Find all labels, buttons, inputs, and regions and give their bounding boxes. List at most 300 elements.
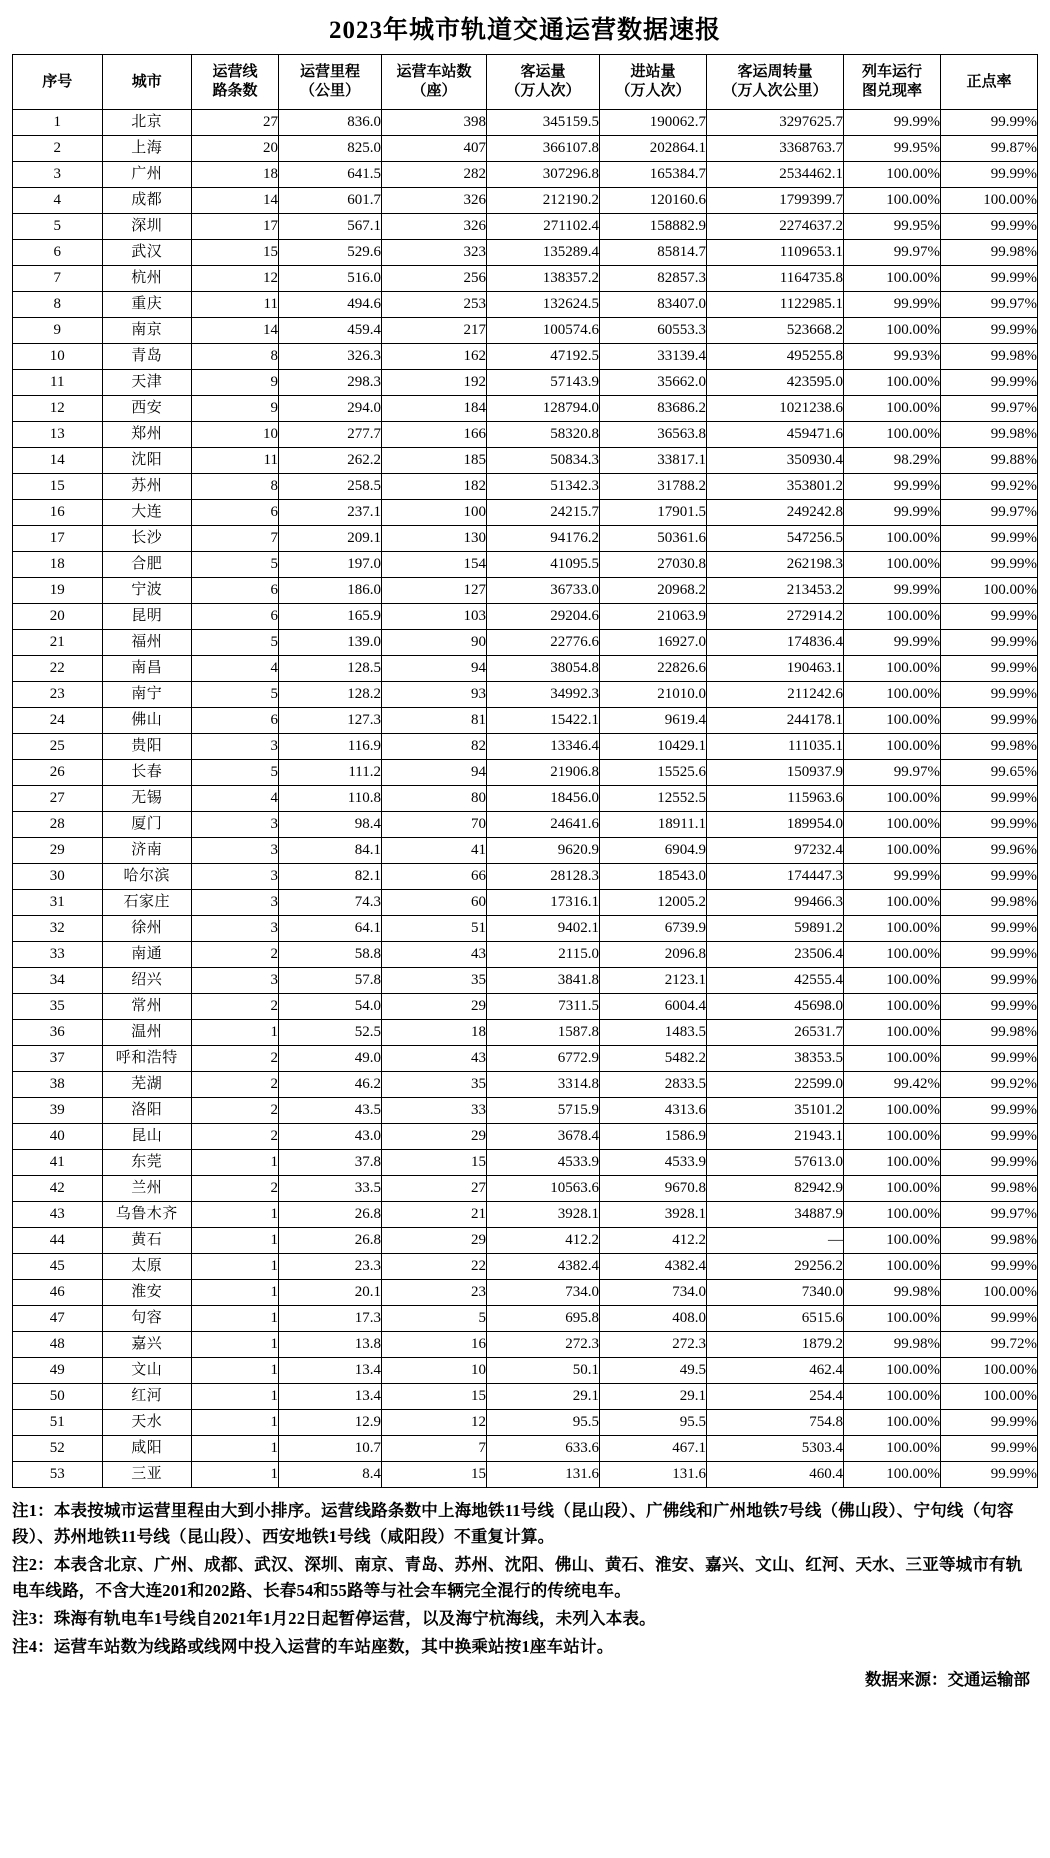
- cell-stations: 18: [382, 1020, 487, 1046]
- cell-entry-volume: 36563.8: [600, 422, 707, 448]
- cell-city: 南昌: [102, 656, 192, 682]
- cell-lines: 4: [192, 786, 279, 812]
- cell-punctuality: 99.99%: [941, 942, 1038, 968]
- table-row: [13, 1228, 1038, 1254]
- cell-length: 111.2: [279, 760, 382, 786]
- cell-index: 49: [13, 1358, 103, 1384]
- cell-city: 天津: [102, 370, 192, 396]
- cell-schedule-fulfillment: 99.99%: [844, 474, 941, 500]
- cell-entry-volume: 6904.9: [600, 838, 707, 864]
- cell-passenger-turnover: 1122985.1: [707, 292, 844, 318]
- table-row: [13, 214, 1038, 240]
- cell-schedule-fulfillment: 99.98%: [844, 1332, 941, 1358]
- cell-lines: 27: [192, 110, 279, 136]
- cell-passenger-turnover: 57613.0: [707, 1150, 844, 1176]
- cell-stations: 41: [382, 838, 487, 864]
- cell-punctuality: 99.99%: [941, 1410, 1038, 1436]
- cell-index: 23: [13, 682, 103, 708]
- note-3: 注3：珠海有轨电车1号线自2021年1月22日起暂停运营，以及海宁杭海线，未列入本表。: [12, 1609, 656, 1628]
- cell-schedule-fulfillment: 100.00%: [844, 1462, 941, 1488]
- cell-index: 4: [13, 188, 103, 214]
- cell-passenger-turnover: 249242.8: [707, 500, 844, 526]
- cell-schedule-fulfillment: 99.95%: [844, 136, 941, 162]
- cell-passenger-volume: 28128.3: [487, 864, 600, 890]
- cell-index: 20: [13, 604, 103, 630]
- cell-schedule-fulfillment: 100.00%: [844, 890, 941, 916]
- cell-length: 165.9: [279, 604, 382, 630]
- cell-punctuality: 99.99%: [941, 812, 1038, 838]
- cell-index: 16: [13, 500, 103, 526]
- cell-stations: 90: [382, 630, 487, 656]
- cell-index: 46: [13, 1280, 103, 1306]
- cell-passenger-turnover: 26531.7: [707, 1020, 844, 1046]
- cell-length: 298.3: [279, 370, 382, 396]
- cell-index: 27: [13, 786, 103, 812]
- cell-city: 佛山: [102, 708, 192, 734]
- cell-punctuality: 99.97%: [941, 396, 1038, 422]
- cell-index: 38: [13, 1072, 103, 1098]
- cell-city: 武汉: [102, 240, 192, 266]
- cell-length: 127.3: [279, 708, 382, 734]
- cell-city: 文山: [102, 1358, 192, 1384]
- cell-index: 33: [13, 942, 103, 968]
- cell-entry-volume: 2096.8: [600, 942, 707, 968]
- table-row: [13, 1098, 1038, 1124]
- cell-passenger-volume: 412.2: [487, 1228, 600, 1254]
- cell-passenger-turnover: 5303.4: [707, 1436, 844, 1462]
- cell-punctuality: 99.99%: [941, 968, 1038, 994]
- cell-passenger-turnover: 523668.2: [707, 318, 844, 344]
- cell-city: 淮安: [102, 1280, 192, 1306]
- cell-index: 14: [13, 448, 103, 474]
- cell-punctuality: 99.99%: [941, 162, 1038, 188]
- cell-punctuality: 99.98%: [941, 890, 1038, 916]
- cell-passenger-volume: 271102.4: [487, 214, 600, 240]
- cell-punctuality: 99.92%: [941, 474, 1038, 500]
- cell-passenger-turnover: 3368763.7: [707, 136, 844, 162]
- cell-schedule-fulfillment: 99.42%: [844, 1072, 941, 1098]
- cell-schedule-fulfillment: 99.99%: [844, 110, 941, 136]
- cell-punctuality: 99.99%: [941, 994, 1038, 1020]
- cell-punctuality: 99.99%: [941, 1124, 1038, 1150]
- cell-schedule-fulfillment: 100.00%: [844, 1358, 941, 1384]
- cell-city: 咸阳: [102, 1436, 192, 1462]
- cell-city: 长沙: [102, 526, 192, 552]
- cell-city: 芜湖: [102, 1072, 192, 1098]
- cell-passenger-volume: 29.1: [487, 1384, 600, 1410]
- cell-stations: 29: [382, 1228, 487, 1254]
- cell-punctuality: 99.99%: [941, 110, 1038, 136]
- cell-length: 12.9: [279, 1410, 382, 1436]
- cell-passenger-turnover: 23506.4: [707, 942, 844, 968]
- column-header-punctuality: 正点率: [941, 55, 1038, 110]
- cell-stations: 184: [382, 396, 487, 422]
- cell-passenger-volume: 138357.2: [487, 266, 600, 292]
- cell-punctuality: 99.98%: [941, 1020, 1038, 1046]
- cell-city: 哈尔滨: [102, 864, 192, 890]
- table-row: [13, 578, 1038, 604]
- cell-stations: 253: [382, 292, 487, 318]
- table-row: [13, 448, 1038, 474]
- cell-length: 33.5: [279, 1176, 382, 1202]
- cell-entry-volume: 18911.1: [600, 812, 707, 838]
- cell-entry-volume: 1483.5: [600, 1020, 707, 1046]
- cell-stations: 80: [382, 786, 487, 812]
- cell-index: 8: [13, 292, 103, 318]
- cell-passenger-turnover: 35101.2: [707, 1098, 844, 1124]
- cell-passenger-turnover: 495255.8: [707, 344, 844, 370]
- cell-passenger-volume: 9402.1: [487, 916, 600, 942]
- cell-schedule-fulfillment: 100.00%: [844, 1020, 941, 1046]
- cell-schedule-fulfillment: 99.98%: [844, 1280, 941, 1306]
- cell-passenger-turnover: 115963.6: [707, 786, 844, 812]
- cell-length: 262.2: [279, 448, 382, 474]
- cell-schedule-fulfillment: 100.00%: [844, 1202, 941, 1228]
- cell-punctuality: 99.99%: [941, 864, 1038, 890]
- cell-punctuality: 99.92%: [941, 1072, 1038, 1098]
- cell-lines: 1: [192, 1254, 279, 1280]
- cell-lines: 1: [192, 1228, 279, 1254]
- cell-length: 13.4: [279, 1358, 382, 1384]
- cell-passenger-volume: 29204.6: [487, 604, 600, 630]
- table-row: [13, 552, 1038, 578]
- cell-passenger-volume: 307296.8: [487, 162, 600, 188]
- cell-lines: 1: [192, 1202, 279, 1228]
- cell-index: 41: [13, 1150, 103, 1176]
- cell-stations: 407: [382, 136, 487, 162]
- cell-punctuality: 99.65%: [941, 760, 1038, 786]
- metro-operations-table: [12, 54, 1038, 1488]
- cell-city: 南通: [102, 942, 192, 968]
- cell-passenger-volume: 24215.7: [487, 500, 600, 526]
- cell-passenger-volume: 272.3: [487, 1332, 600, 1358]
- cell-city: 郑州: [102, 422, 192, 448]
- cell-passenger-volume: 15422.1: [487, 708, 600, 734]
- cell-index: 1: [13, 110, 103, 136]
- cell-length: 74.3: [279, 890, 382, 916]
- cell-stations: 282: [382, 162, 487, 188]
- cell-passenger-volume: 24641.6: [487, 812, 600, 838]
- cell-stations: 60: [382, 890, 487, 916]
- cell-lines: 3: [192, 864, 279, 890]
- cell-length: 110.8: [279, 786, 382, 812]
- cell-lines: 2: [192, 1046, 279, 1072]
- cell-entry-volume: 4313.6: [600, 1098, 707, 1124]
- cell-city: 嘉兴: [102, 1332, 192, 1358]
- cell-length: 52.5: [279, 1020, 382, 1046]
- cell-stations: 217: [382, 318, 487, 344]
- cell-stations: 182: [382, 474, 487, 500]
- cell-length: 459.4: [279, 318, 382, 344]
- column-header-lines: 运营线 路条数: [192, 55, 279, 110]
- cell-stations: 398: [382, 110, 487, 136]
- cell-stations: 256: [382, 266, 487, 292]
- cell-city: 兰州: [102, 1176, 192, 1202]
- cell-stations: 103: [382, 604, 487, 630]
- cell-passenger-volume: 5715.9: [487, 1098, 600, 1124]
- column-header-city: 城市: [102, 55, 192, 110]
- cell-length: 10.7: [279, 1436, 382, 1462]
- table-row: [13, 1176, 1038, 1202]
- cell-passenger-volume: 47192.5: [487, 344, 600, 370]
- cell-stations: 81: [382, 708, 487, 734]
- cell-lines: 11: [192, 292, 279, 318]
- table-row: [13, 916, 1038, 942]
- cell-passenger-volume: 4382.4: [487, 1254, 600, 1280]
- cell-schedule-fulfillment: 100.00%: [844, 942, 941, 968]
- cell-city: 重庆: [102, 292, 192, 318]
- cell-length: 8.4: [279, 1462, 382, 1488]
- cell-schedule-fulfillment: 100.00%: [844, 318, 941, 344]
- cell-length: 49.0: [279, 1046, 382, 1072]
- cell-passenger-turnover: 7340.0: [707, 1280, 844, 1306]
- cell-stations: 162: [382, 344, 487, 370]
- cell-passenger-volume: 1587.8: [487, 1020, 600, 1046]
- cell-punctuality: 99.99%: [941, 1436, 1038, 1462]
- cell-index: 22: [13, 656, 103, 682]
- cell-length: 277.7: [279, 422, 382, 448]
- cell-lines: 1: [192, 1150, 279, 1176]
- cell-punctuality: 99.97%: [941, 1202, 1038, 1228]
- cell-passenger-turnover: 1109653.1: [707, 240, 844, 266]
- cell-length: 326.3: [279, 344, 382, 370]
- cell-lines: 3: [192, 916, 279, 942]
- cell-stations: 100: [382, 500, 487, 526]
- cell-passenger-volume: 57143.9: [487, 370, 600, 396]
- cell-punctuality: 99.99%: [941, 682, 1038, 708]
- cell-passenger-turnover: 174447.3: [707, 864, 844, 890]
- cell-entry-volume: 412.2: [600, 1228, 707, 1254]
- cell-passenger-turnover: 211242.6: [707, 682, 844, 708]
- cell-stations: 43: [382, 942, 487, 968]
- cell-entry-volume: 4533.9: [600, 1150, 707, 1176]
- cell-lines: 14: [192, 318, 279, 344]
- cell-passenger-turnover: 1799399.7: [707, 188, 844, 214]
- cell-index: 47: [13, 1306, 103, 1332]
- cell-index: 31: [13, 890, 103, 916]
- table-row: [13, 1332, 1038, 1358]
- cell-passenger-volume: 3841.8: [487, 968, 600, 994]
- cell-entry-volume: 12552.5: [600, 786, 707, 812]
- cell-stations: 51: [382, 916, 487, 942]
- cell-lines: 10: [192, 422, 279, 448]
- cell-passenger-volume: 17316.1: [487, 890, 600, 916]
- cell-stations: 35: [382, 968, 487, 994]
- cell-stations: 29: [382, 1124, 487, 1150]
- cell-passenger-turnover: 59891.2: [707, 916, 844, 942]
- cell-passenger-volume: 51342.3: [487, 474, 600, 500]
- cell-schedule-fulfillment: 100.00%: [844, 994, 941, 1020]
- table-row: [13, 162, 1038, 188]
- cell-entry-volume: 165384.7: [600, 162, 707, 188]
- cell-city: 西安: [102, 396, 192, 422]
- cell-entry-volume: 49.5: [600, 1358, 707, 1384]
- cell-passenger-volume: 13346.4: [487, 734, 600, 760]
- cell-schedule-fulfillment: 100.00%: [844, 422, 941, 448]
- cell-schedule-fulfillment: 100.00%: [844, 1046, 941, 1072]
- cell-schedule-fulfillment: 100.00%: [844, 396, 941, 422]
- cell-passenger-turnover: 254.4: [707, 1384, 844, 1410]
- cell-passenger-volume: 132624.5: [487, 292, 600, 318]
- table-header-row: [13, 55, 1038, 110]
- cell-length: 57.8: [279, 968, 382, 994]
- cell-entry-volume: 85814.7: [600, 240, 707, 266]
- cell-passenger-turnover: 262198.3: [707, 552, 844, 578]
- cell-length: 46.2: [279, 1072, 382, 1098]
- cell-schedule-fulfillment: 100.00%: [844, 682, 941, 708]
- cell-schedule-fulfillment: 99.97%: [844, 240, 941, 266]
- cell-lines: 2: [192, 1098, 279, 1124]
- cell-stations: 22: [382, 1254, 487, 1280]
- cell-passenger-turnover: —: [707, 1228, 844, 1254]
- cell-lines: 6: [192, 500, 279, 526]
- cell-passenger-volume: 7311.5: [487, 994, 600, 1020]
- cell-passenger-turnover: 244178.1: [707, 708, 844, 734]
- cell-lines: 2: [192, 1072, 279, 1098]
- table-row: [13, 864, 1038, 890]
- cell-stations: 127: [382, 578, 487, 604]
- cell-entry-volume: 95.5: [600, 1410, 707, 1436]
- table-row: [13, 1020, 1038, 1046]
- cell-passenger-turnover: 111035.1: [707, 734, 844, 760]
- cell-city: 徐州: [102, 916, 192, 942]
- cell-length: 23.3: [279, 1254, 382, 1280]
- cell-length: 529.6: [279, 240, 382, 266]
- cell-stations: 10: [382, 1358, 487, 1384]
- cell-city: 呼和浩特: [102, 1046, 192, 1072]
- cell-index: 21: [13, 630, 103, 656]
- cell-length: 26.8: [279, 1202, 382, 1228]
- column-header-index: 序号: [13, 55, 103, 110]
- cell-entry-volume: 83686.2: [600, 396, 707, 422]
- cell-punctuality: 99.99%: [941, 656, 1038, 682]
- cell-city: 苏州: [102, 474, 192, 500]
- cell-index: 7: [13, 266, 103, 292]
- cell-passenger-turnover: 190463.1: [707, 656, 844, 682]
- cell-index: 28: [13, 812, 103, 838]
- cell-length: 209.1: [279, 526, 382, 552]
- cell-length: 58.8: [279, 942, 382, 968]
- cell-schedule-fulfillment: 99.97%: [844, 760, 941, 786]
- cell-lines: 6: [192, 604, 279, 630]
- cell-schedule-fulfillment: 100.00%: [844, 786, 941, 812]
- cell-index: 39: [13, 1098, 103, 1124]
- cell-passenger-turnover: 6515.6: [707, 1306, 844, 1332]
- cell-lines: 1: [192, 1410, 279, 1436]
- cell-city: 南宁: [102, 682, 192, 708]
- cell-lines: 4: [192, 656, 279, 682]
- cell-length: 825.0: [279, 136, 382, 162]
- cell-punctuality: 99.98%: [941, 422, 1038, 448]
- cell-passenger-volume: 131.6: [487, 1462, 600, 1488]
- cell-length: 26.8: [279, 1228, 382, 1254]
- cell-passenger-turnover: 272914.2: [707, 604, 844, 630]
- cell-length: 836.0: [279, 110, 382, 136]
- cell-punctuality: 99.99%: [941, 604, 1038, 630]
- table-header: [13, 55, 1038, 110]
- cell-punctuality: 99.98%: [941, 734, 1038, 760]
- cell-punctuality: 99.88%: [941, 448, 1038, 474]
- cell-lines: 18: [192, 162, 279, 188]
- cell-schedule-fulfillment: 100.00%: [844, 1254, 941, 1280]
- cell-punctuality: 99.72%: [941, 1332, 1038, 1358]
- cell-passenger-volume: 695.8: [487, 1306, 600, 1332]
- cell-length: 128.5: [279, 656, 382, 682]
- table-row: [13, 292, 1038, 318]
- cell-index: 10: [13, 344, 103, 370]
- cell-punctuality: 100.00%: [941, 1384, 1038, 1410]
- cell-index: 42: [13, 1176, 103, 1202]
- column-header-schedule-fulfillment: 列车运行 图兑现率: [844, 55, 941, 110]
- cell-length: 237.1: [279, 500, 382, 526]
- cell-stations: 185: [382, 448, 487, 474]
- cell-entry-volume: 3928.1: [600, 1202, 707, 1228]
- table-row: [13, 1306, 1038, 1332]
- cell-city: 青岛: [102, 344, 192, 370]
- cell-passenger-volume: 3314.8: [487, 1072, 600, 1098]
- cell-lines: 2: [192, 994, 279, 1020]
- cell-lines: 11: [192, 448, 279, 474]
- cell-length: 567.1: [279, 214, 382, 240]
- cell-punctuality: 99.99%: [941, 266, 1038, 292]
- cell-city: 宁波: [102, 578, 192, 604]
- cell-lines: 1: [192, 1280, 279, 1306]
- cell-punctuality: 99.98%: [941, 1228, 1038, 1254]
- cell-passenger-turnover: 42555.4: [707, 968, 844, 994]
- cell-entry-volume: 27030.8: [600, 552, 707, 578]
- cell-stations: 192: [382, 370, 487, 396]
- cell-index: 36: [13, 1020, 103, 1046]
- cell-passenger-turnover: 22599.0: [707, 1072, 844, 1098]
- cell-index: 50: [13, 1384, 103, 1410]
- cell-schedule-fulfillment: 100.00%: [844, 526, 941, 552]
- column-header-passenger-volume: 客运量 （万人次）: [487, 55, 600, 110]
- cell-lines: 1: [192, 1020, 279, 1046]
- cell-lines: 9: [192, 396, 279, 422]
- cell-entry-volume: 202864.1: [600, 136, 707, 162]
- cell-entry-volume: 33139.4: [600, 344, 707, 370]
- cell-city: 句容: [102, 1306, 192, 1332]
- cell-entry-volume: 158882.9: [600, 214, 707, 240]
- cell-punctuality: 99.99%: [941, 1150, 1038, 1176]
- cell-passenger-turnover: 99466.3: [707, 890, 844, 916]
- cell-length: 116.9: [279, 734, 382, 760]
- cell-lines: 1: [192, 1306, 279, 1332]
- cell-city: 昆山: [102, 1124, 192, 1150]
- table-row: [13, 1124, 1038, 1150]
- cell-city: 乌鲁木齐: [102, 1202, 192, 1228]
- cell-schedule-fulfillment: 100.00%: [844, 812, 941, 838]
- cell-city: 黄石: [102, 1228, 192, 1254]
- cell-lines: 2: [192, 942, 279, 968]
- cell-length: 84.1: [279, 838, 382, 864]
- table-row: [13, 656, 1038, 682]
- cell-schedule-fulfillment: 100.00%: [844, 266, 941, 292]
- cell-passenger-volume: 34992.3: [487, 682, 600, 708]
- table-row: [13, 1410, 1038, 1436]
- cell-passenger-turnover: 2274637.2: [707, 214, 844, 240]
- cell-stations: 43: [382, 1046, 487, 1072]
- cell-city: 成都: [102, 188, 192, 214]
- cell-length: 186.0: [279, 578, 382, 604]
- cell-entry-volume: 2833.5: [600, 1072, 707, 1098]
- cell-entry-volume: 83407.0: [600, 292, 707, 318]
- cell-length: 64.1: [279, 916, 382, 942]
- column-header-length: 运营里程 （公里）: [279, 55, 382, 110]
- table-row: [13, 734, 1038, 760]
- cell-index: 37: [13, 1046, 103, 1072]
- cell-punctuality: 99.99%: [941, 1098, 1038, 1124]
